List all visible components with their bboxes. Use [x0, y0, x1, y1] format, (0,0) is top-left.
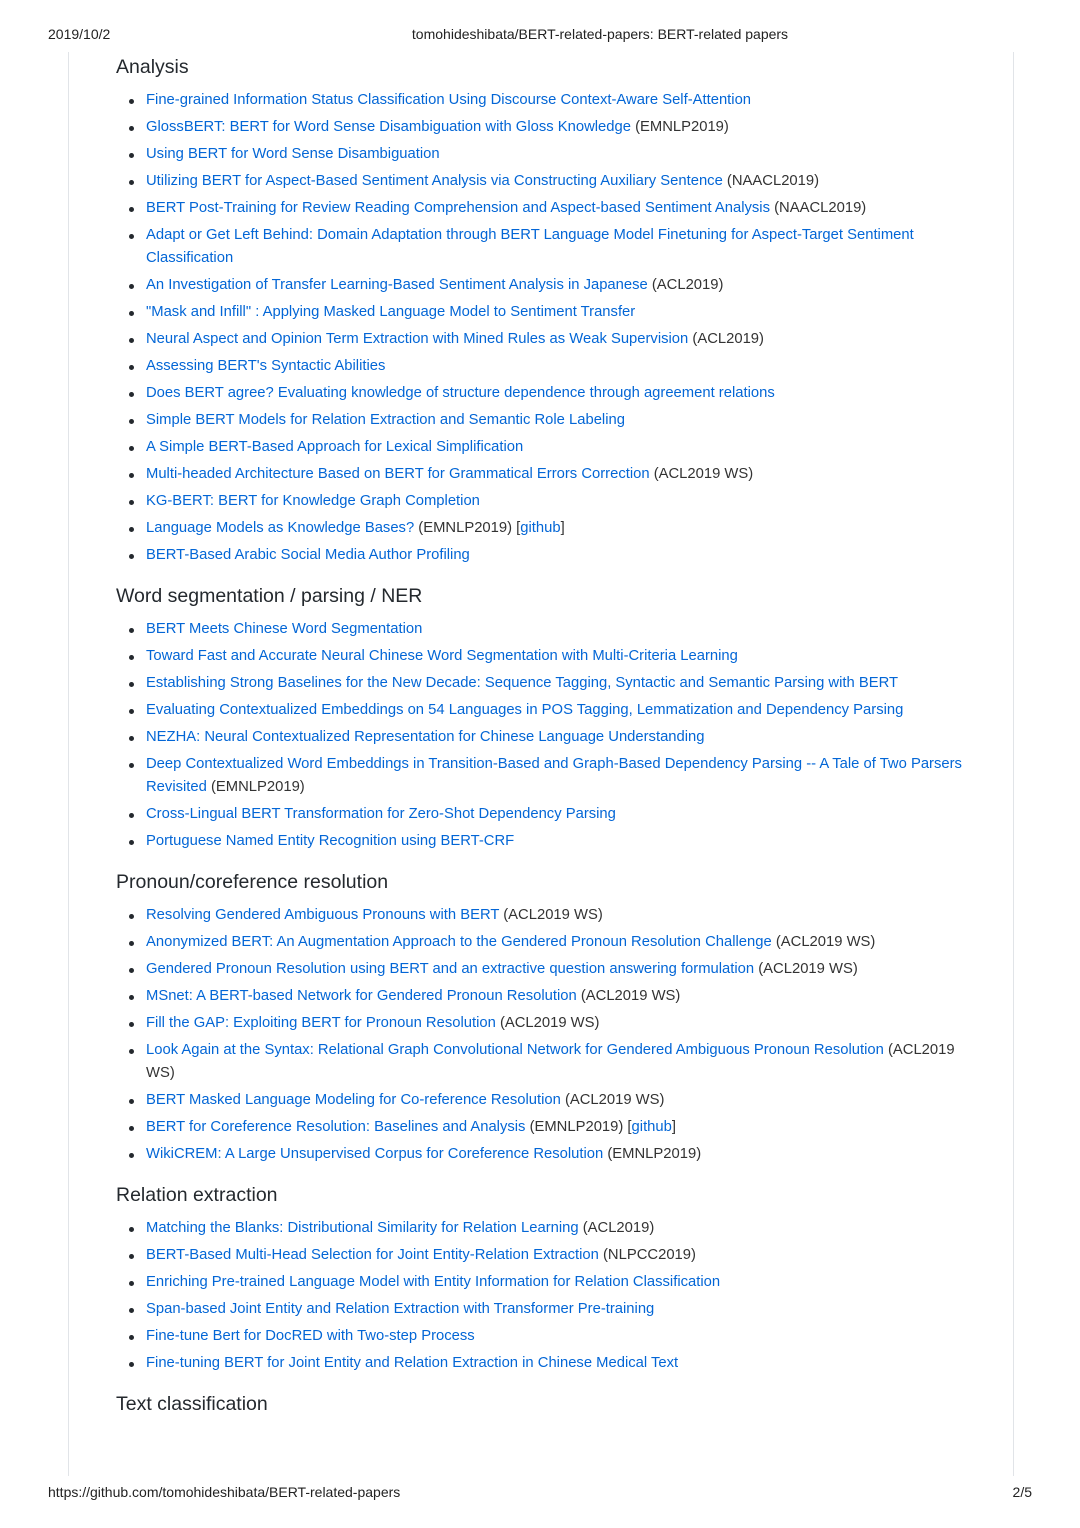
list-item [116, 382, 976, 405]
list-item [116, 328, 976, 351]
list-item [116, 1325, 976, 1348]
paper-link[interactable]: Utilizing BERT for Aspect-Based Sentiment Analysis via Constructing Auxiliary Sentence [146, 173, 723, 189]
list-item [116, 1116, 976, 1139]
paper-link[interactable]: Fine-tune Bert for DocRED with Two-step Process [146, 1328, 475, 1344]
paper-link[interactable]: Matching the Blanks: Distributional Similarity for Relation Learning [146, 1220, 579, 1236]
paper-link[interactable]: Neural Aspect and Opinion Term Extraction with Mined Rules as Weak Supervision [146, 331, 689, 347]
list-item [116, 958, 976, 981]
list-item [116, 699, 976, 722]
venue-label: (ACL2019 WS) [495, 1015, 600, 1031]
paper-link[interactable]: Assessing BERT's Syntactic Abilities [146, 358, 386, 374]
list-item [116, 197, 976, 220]
print-page-number: 2/5 [1012, 1484, 1032, 1500]
paper-link[interactable]: An Investigation of Transfer Learning-Based Sentiment Analysis in Japanese [146, 277, 648, 293]
print-date: 2019/10/2 [48, 26, 111, 42]
github-link[interactable]: github [520, 520, 561, 536]
paper-link[interactable]: Using BERT for Word Sense Disambiguation [146, 146, 440, 162]
section [116, 1389, 976, 1426]
paper-link[interactable]: Fill the GAP: Exploiting BERT for Pronoun Resolution [146, 1015, 496, 1031]
bracket-close: ] [560, 520, 565, 536]
list-item [116, 672, 976, 695]
paper-link[interactable]: Evaluating Contextualized Embeddings on 54 Languages in POS Tagging, Lemmatization and Dependency Parsing [146, 702, 904, 718]
list-item [116, 931, 976, 954]
venue-label: (ACL2019) [647, 277, 724, 293]
venue-label: (ACL2019 WS) [576, 988, 681, 1004]
venue-label: (NAACL2019) [770, 200, 867, 216]
list-item [116, 1089, 976, 1112]
section [116, 1180, 976, 1375]
print-page-title: tomohideshibata/BERT-related-papers: BERT-related papers [411, 26, 789, 42]
list-item [116, 1244, 976, 1267]
bracket-close: ] [671, 1119, 676, 1135]
paper-link[interactable]: Deep Contextualized Word Embeddings in Transition-Based and Graph-Based Dependency Parsing -- A Tale of Two Parsers Revisited [146, 756, 962, 795]
paper-link[interactable]: Multi-headed Architecture Based on BERT for Grammatical Errors Correction [146, 466, 650, 482]
paper-link[interactable]: BERT Masked Language Modeling for Co-reference Resolution [146, 1092, 561, 1108]
paper-link[interactable]: Establishing Strong Baselines for the New Decade: Sequence Tagging, Syntactic and Semantic Parsing with BERT [146, 675, 899, 691]
list-item [116, 618, 976, 641]
list-item [116, 409, 976, 432]
venue-label: (ACL2019 WS) [560, 1092, 665, 1108]
paper-link[interactable]: Resolving Gendered Ambiguous Pronouns with BERT [146, 907, 500, 923]
list-item [116, 1143, 976, 1166]
print-url: https://github.com/tomohideshibata/BERT-related-papers [48, 1484, 401, 1500]
list-item [116, 170, 976, 193]
section-heading: Text classification [116, 1393, 268, 1415]
paper-link[interactable]: Anonymized BERT: An Augmentation Approach to the Gendered Pronoun Resolution Challenge [146, 934, 772, 950]
paper-link[interactable]: GlossBERT: BERT for Word Sense Disambiguation with Gloss Knowledge [146, 119, 631, 135]
section-heading: Pronoun/coreference resolution [116, 871, 389, 893]
paper-link[interactable]: BERT-Based Arabic Social Media Author Profiling [146, 547, 470, 563]
paper-link[interactable]: Look Again at the Syntax: Relational Graph Convolutional Network for Gendered Ambiguous Pronoun Resolution [146, 1042, 884, 1058]
list-item [116, 143, 976, 166]
list-item [116, 274, 976, 297]
list-item [116, 355, 976, 378]
venue-label: (ACL2019 WS) [754, 961, 858, 977]
list-item [116, 830, 976, 853]
list-item [116, 1039, 976, 1085]
venue-label: (ACL2019 WS) [499, 907, 603, 923]
venue-label: (EMNLP2019) [ [414, 520, 521, 536]
content-border-right [1013, 52, 1014, 1476]
paper-link[interactable]: Cross-Lingual BERT Transformation for Zero-Shot Dependency Parsing [146, 806, 616, 822]
list-item [116, 904, 976, 927]
list-item [116, 753, 976, 799]
paper-link[interactable]: Simple BERT Models for Relation Extraction and Semantic Role Labeling [146, 412, 625, 428]
paper-link[interactable]: MSnet: A BERT-based Network for Gendered Pronoun Resolution [146, 988, 577, 1004]
list-item [116, 1012, 976, 1035]
paper-link[interactable]: KG-BERT: BERT for Knowledge Graph Completion [146, 493, 480, 509]
paper-list [116, 89, 976, 567]
venue-label: (EMNLP2019) [603, 1146, 702, 1162]
list-item [116, 301, 976, 324]
readme-content [116, 52, 976, 1440]
list-item [116, 116, 976, 139]
paper-link[interactable]: Does BERT agree? Evaluating knowledge of structure dependence through agreement relations [146, 385, 775, 401]
list-item [116, 463, 976, 486]
paper-link[interactable]: A Simple BERT-Based Approach for Lexical Simplification [146, 439, 524, 455]
content-border-left [68, 52, 69, 1476]
paper-list [116, 618, 976, 853]
section [116, 867, 976, 1166]
section [116, 581, 976, 853]
list-item [116, 1217, 976, 1240]
paper-list [116, 1217, 976, 1375]
section-heading: Word segmentation / parsing / NER [116, 585, 423, 607]
paper-link[interactable]: Toward Fast and Accurate Neural Chinese Word Segmentation with Multi-Criteria Learning [146, 648, 738, 664]
list-item [116, 645, 976, 668]
section [116, 52, 976, 567]
list-item [116, 490, 976, 513]
list-item [116, 985, 976, 1008]
venue-label: (ACL2019) [578, 1220, 655, 1236]
list-item [116, 89, 976, 112]
list-item [116, 1271, 976, 1294]
list-item [116, 544, 976, 567]
list-item [116, 726, 976, 749]
venue-label: (ACL2019 WS) [649, 466, 754, 482]
paper-link[interactable]: WikiCREM: A Large Unsupervised Corpus for Coreference Resolution [146, 1146, 604, 1162]
paper-link[interactable]: BERT for Coreference Resolution: Baselines and Analysis [146, 1119, 526, 1135]
venue-label: (NLPCC2019) [598, 1247, 696, 1263]
paper-link[interactable]: Span-based Joint Entity and Relation Extraction with Transformer Pre-training [146, 1301, 655, 1317]
list-item [116, 803, 976, 826]
list-item [116, 517, 976, 540]
paper-link[interactable]: "Mask and Infill" : Applying Masked Language Model to Sentiment Transfer [146, 304, 636, 320]
section-heading: Analysis [116, 56, 189, 78]
paper-link[interactable]: Portuguese Named Entity Recognition using BERT-CRF [146, 833, 515, 849]
venue-label: (EMNLP2019) [ [525, 1119, 632, 1135]
list-item [116, 224, 976, 270]
paper-link[interactable]: BERT-Based Multi-Head Selection for Joint Entity-Relation Extraction [146, 1247, 599, 1263]
paper-list [116, 904, 976, 1166]
paper-link[interactable]: BERT Post-Training for Review Reading Comprehension and Aspect-based Sentiment Analysis [146, 200, 770, 216]
paper-link[interactable]: BERT Meets Chinese Word Segmentation [146, 621, 423, 637]
venue-label: (EMNLP2019) [630, 119, 729, 135]
github-link[interactable]: github [631, 1119, 672, 1135]
venue-label: (ACL2019 WS) [771, 934, 876, 950]
list-item [116, 1298, 976, 1321]
list-item [116, 436, 976, 459]
section-heading: Relation extraction [116, 1184, 278, 1206]
paper-link[interactable]: Language Models as Knowledge Bases? [146, 520, 415, 536]
paper-link[interactable]: Enriching Pre-trained Language Model with Entity Information for Relation Classification [146, 1274, 721, 1290]
venue-label: (ACL2019 WS) [146, 1042, 955, 1081]
paper-link[interactable]: Adapt or Get Left Behind: Domain Adaptation through BERT Language Model Finetuning for Aspect-Target Sentiment Classification [146, 227, 914, 266]
paper-link[interactable]: Fine-tuning BERT for Joint Entity and Relation Extraction in Chinese Medical Text [146, 1355, 679, 1371]
paper-link[interactable]: Gendered Pronoun Resolution using BERT and an extractive question answering formulation [146, 961, 755, 977]
venue-label: (EMNLP2019) [206, 779, 305, 795]
venue-label: (NAACL2019) [722, 173, 820, 189]
paper-link[interactable]: Fine-grained Information Status Classification Using Discourse Context-Aware Self-Attention [146, 92, 752, 108]
paper-link[interactable]: NEZHA: Neural Contextualized Representation for Chinese Language Understanding [146, 729, 705, 745]
venue-label: (ACL2019) [688, 331, 764, 347]
list-item [116, 1352, 976, 1375]
